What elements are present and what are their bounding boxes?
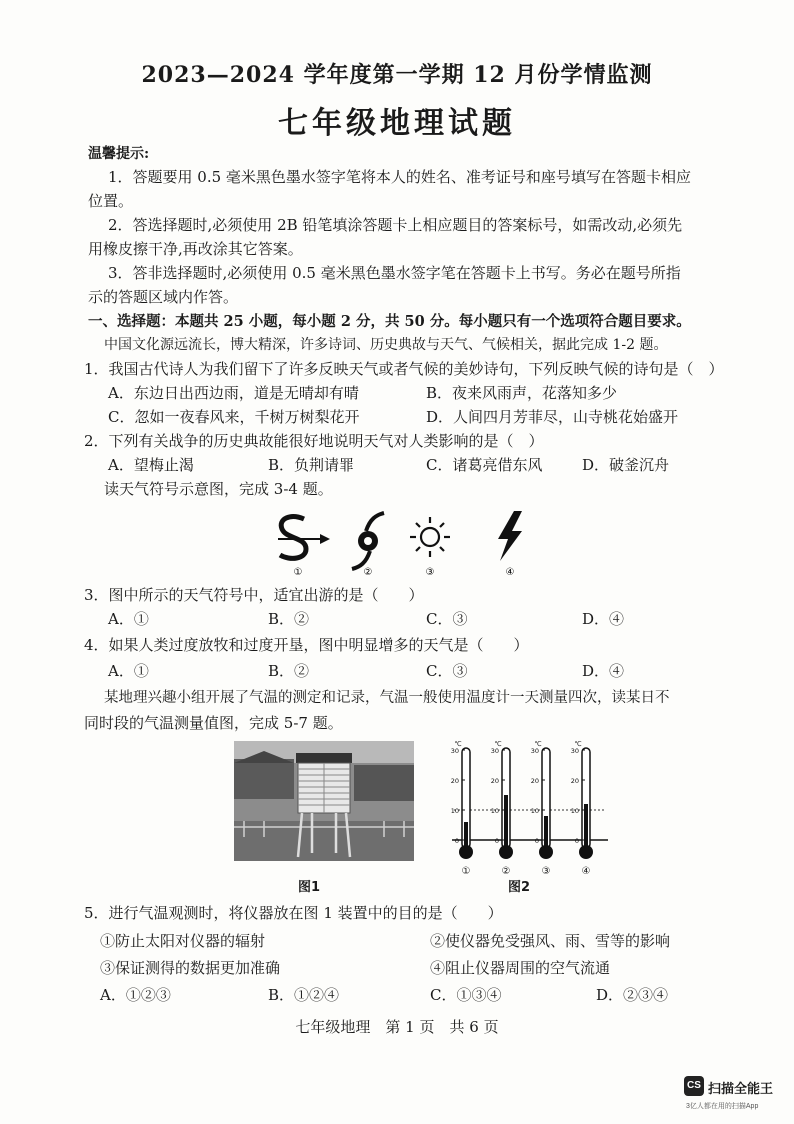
tick-label: 10: [530, 807, 539, 815]
tick-label: 10: [570, 807, 579, 815]
sandstorm-icon: [278, 517, 330, 559]
tip-1-line-2: 位置。: [88, 192, 134, 210]
symbol-label-3: ③: [425, 567, 435, 578]
typhoon-icon: [352, 513, 384, 569]
figure-1-caption: 图1: [298, 880, 321, 895]
q4-option-d: D．④: [582, 662, 625, 680]
q3-option-c: C．③: [426, 610, 468, 628]
figure-2-caption: 图2: [508, 880, 531, 895]
thermometer-mercury: [544, 816, 548, 848]
lightning-icon: [498, 511, 522, 561]
tick-label: 20: [490, 777, 499, 785]
thermometer-mercury: [464, 822, 468, 848]
q1-option-a: A．东边日出西边雨，道是无晴却有晴: [108, 384, 359, 402]
page-footer: 七年级地理 第 1 页 共 6 页: [295, 1018, 499, 1036]
q4-option-b: B．②: [268, 662, 310, 680]
tick-label: 0: [494, 837, 499, 845]
intro-q3-q4: 读天气符号示意图，完成 3-4 题。: [104, 480, 333, 498]
q3-option-b: B．②: [268, 610, 310, 628]
q5-statement-4: ④阻止仪器周围的空气流通: [430, 959, 611, 977]
q5-option-c: C．①③④: [430, 986, 502, 1004]
q4-option-a: A．①: [108, 662, 149, 680]
tick-label: 30: [490, 747, 499, 755]
q5-option-a: A．①②③: [100, 986, 171, 1004]
intro-q1-q2: 中国文化源远流长，博大精深，许多诗词、历史典故与天气、气候相关，据此完成 1-2 题。: [104, 337, 668, 353]
thermometer-label: ④: [581, 866, 591, 876]
tick-label: 20: [530, 777, 539, 785]
tip-2-line-2: 用橡皮擦干净,再改涂其它答案。: [88, 240, 303, 258]
q1-stem: 1．我国古代诗人为我们留下了许多反映天气或者气候的美妙诗句，下列反映气候的诗句是（ ）: [84, 360, 724, 378]
exam-title: 2023—2024 学年度第一学期 12 月份学情监测: [141, 62, 653, 88]
symbol-label-4: ④: [505, 567, 515, 578]
thermometer-label: ③: [541, 866, 551, 876]
q5-statement-3: ③保证测得的数据更加准确: [100, 959, 281, 977]
camscanner-name: 扫描全能王: [708, 1081, 774, 1096]
q2-option-b: B．负荆请罪: [268, 456, 355, 474]
q5-statement-2: ②使仪器免受强风、雨、雪等的影响: [430, 932, 671, 950]
tick-label: 20: [450, 777, 459, 785]
thermometer-mercury: [584, 804, 588, 848]
tick-label: 20: [570, 777, 579, 785]
figure-1-shelter-photo: [234, 741, 414, 861]
q4-stem: 4．如果人类过度放牧和过度开垦，图中明显增多的天气是（ ）: [84, 636, 529, 654]
section-1-heading: 一、选择题：本题共 25 小题，每小题 2 分，共 50 分。每小题只有一个选项符合题目要求。: [88, 313, 691, 330]
tip-3-line-1: 3．答非选择题时,必须使用 0.5 毫米黑色墨水签字笔在答题卡上书写。务必在题号所指: [108, 264, 681, 282]
tick-label: 10: [450, 807, 459, 815]
tick-label: 0: [454, 837, 459, 845]
q5-stem: 5．进行气温观测时，将仪器放在图 1 装置中的目的是（ ）: [84, 904, 503, 922]
tick-label: 0: [534, 837, 539, 845]
tick-label: 10: [490, 807, 499, 815]
tip-3-line-2: 示的答题区域内作答。: [88, 288, 239, 306]
q3-option-d: D．④: [582, 610, 625, 628]
q1-option-b: B．夜来风雨声，花落知多少: [426, 384, 618, 402]
q2-option-d: D．破釜沉舟: [582, 456, 670, 474]
intro-q5-q7-line-2: 同时段的气温测量值图，完成 5-7 题。: [84, 714, 343, 732]
camscanner-slogan: 3亿人都在用的扫描App: [686, 1103, 759, 1110]
q3-stem: 3．图中所示的天气符号中，适宜出游的是（ ）: [84, 586, 424, 604]
q2-option-c: C．诸葛亮借东风: [426, 456, 543, 474]
tick-label: 0: [574, 837, 579, 845]
q3-option-a: A．①: [108, 610, 149, 628]
symbol-label-1: ①: [293, 567, 303, 578]
q4-option-c: C．③: [426, 662, 468, 680]
tick-label: 30: [570, 747, 579, 755]
camscanner-logo: CS: [684, 1076, 704, 1096]
tick-label: 30: [530, 747, 539, 755]
q5-option-b: B．①②④: [268, 986, 340, 1004]
unit-label: ℃: [534, 740, 542, 748]
q1-option-c: C．忽如一夜春风来，千树万树梨花开: [108, 408, 360, 426]
q2-option-a: A．望梅止渴: [108, 456, 194, 474]
q1-option-d: D．人间四月芳菲尽，山寺桃花始盛开: [426, 408, 679, 426]
unit-label: ℃: [574, 740, 582, 748]
weather-symbols-figure: [270, 505, 540, 580]
intro-q5-q7-line-1: 某地理兴趣小组开展了气温的测定和记录，气温一般使用温度计一天测量四次，读某日不: [104, 690, 670, 706]
thermometer-label: ②: [501, 866, 511, 876]
symbol-label-2: ②: [363, 567, 373, 578]
sunny-icon: [410, 517, 450, 557]
q2-stem: 2．下列有关战争的历史典故能很好地说明天气对人类影响的是（ ）: [84, 432, 544, 450]
q5-statement-1: ①防止太阳对仪器的辐射: [100, 932, 266, 950]
tip-1-line-1: 1．答题要用 0.5 毫米黑色墨水签字笔将本人的姓名、准考证号和座号填写在答题卡相应: [108, 168, 691, 186]
unit-label: ℃: [494, 740, 502, 748]
thermometer-label: ①: [461, 866, 471, 876]
exam-subtitle: 七年级地理试题: [278, 106, 516, 141]
tick-label: 30: [450, 747, 459, 755]
figure-2-thermometers: [446, 736, 612, 876]
q5-option-d: D．②③④: [596, 986, 669, 1004]
tips-heading: 温馨提示:: [88, 146, 150, 162]
unit-label: ℃: [454, 740, 462, 748]
tip-2-line-1: 2．答选择题时,必须使用 2B 铅笔填涂答题卡上相应题目的答案标号，如需改动,必须先: [108, 216, 683, 234]
